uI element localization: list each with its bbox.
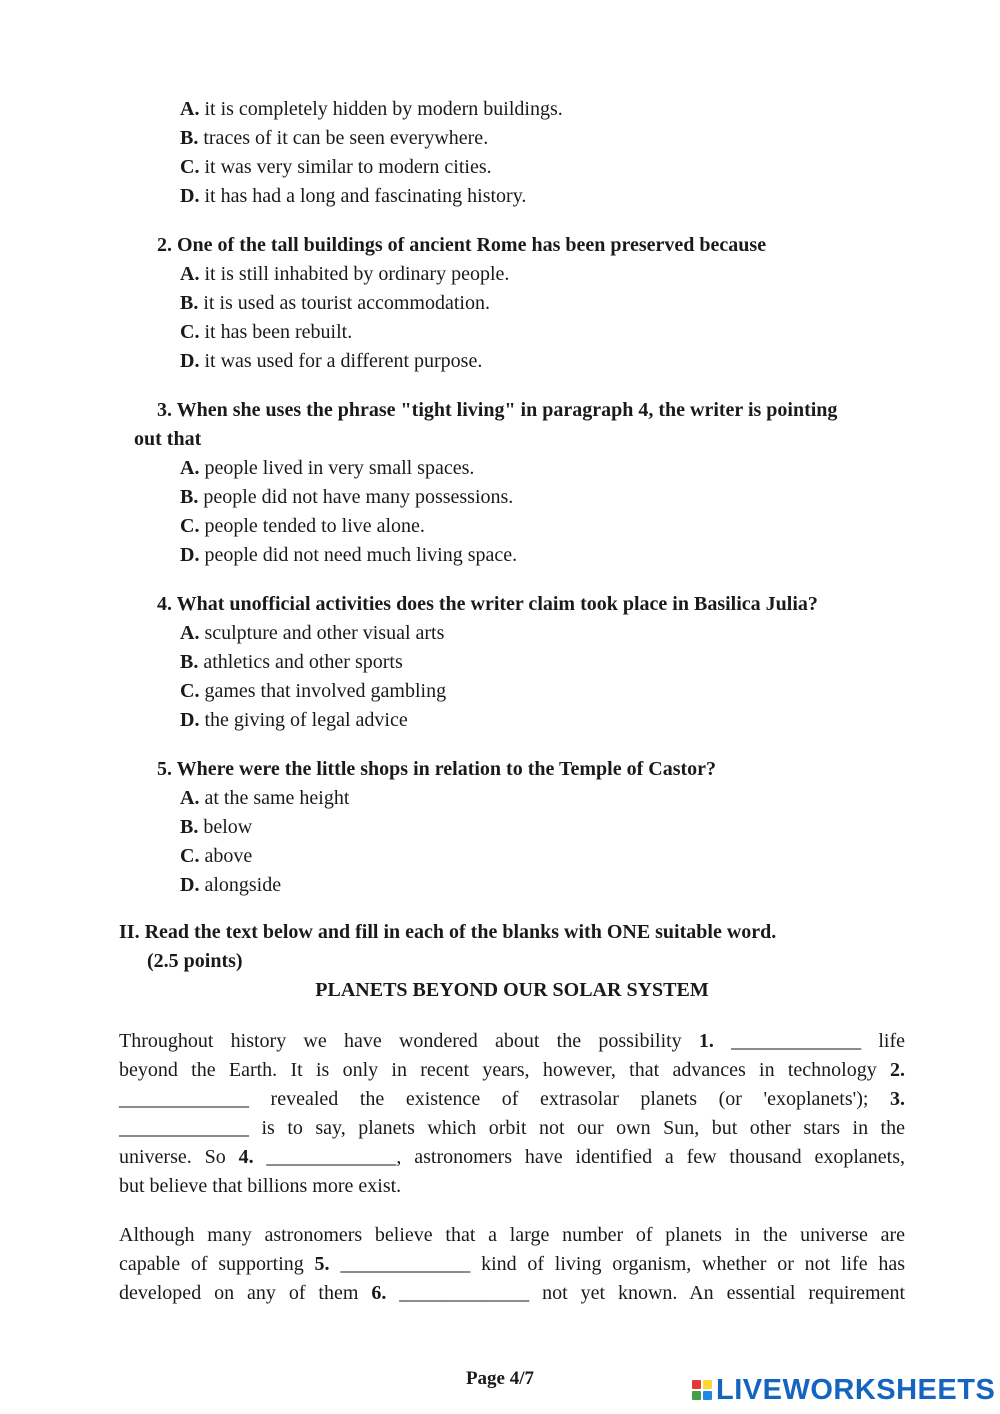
para1-line2: beyond the Earth. It is only in recent years, however, that advances in technology 2. xyxy=(119,1059,905,1081)
blank-3[interactable]: _____________ xyxy=(119,1117,249,1139)
q2-option-d: D. it was used for a different purpose. xyxy=(180,350,483,372)
q4-option-d: D. the giving of legal advice xyxy=(180,709,408,731)
section2-heading-line2: (2.5 points) xyxy=(147,950,243,972)
q5-option-d: D. alongside xyxy=(180,874,282,896)
q2-option-c: C. it has been rebuilt. xyxy=(180,321,353,343)
logo-text: LIVEWORKSHEETS xyxy=(716,1373,996,1406)
blank-5[interactable]: _____________ xyxy=(340,1253,471,1275)
blank-1[interactable]: _____________ xyxy=(731,1030,862,1052)
q3-stem-line2: out that xyxy=(134,428,202,450)
q5-option-b: B. below xyxy=(180,816,253,838)
liveworksheets-logo[interactable] xyxy=(692,1374,995,1406)
blank-6[interactable]: _____________ xyxy=(399,1282,530,1304)
para1-line6: but believe that billions more exist. xyxy=(119,1175,402,1197)
q5-stem: 5. Where were the little shops in relation to the Temple of Castor? xyxy=(157,758,717,780)
logo-square-red xyxy=(692,1380,701,1389)
q2-option-a: A. it is still inhabited by ordinary people. xyxy=(180,263,510,285)
logo-grid-icon xyxy=(692,1380,712,1400)
blank-2[interactable]: _____________ xyxy=(119,1088,249,1110)
q1-option-c: C. it was very similar to modern cities. xyxy=(180,156,492,178)
section2-heading-line1: II. Read the text below and fill in each of the blanks with ONE suitable word. xyxy=(119,921,777,943)
q1-option-d: D. it has had a long and fascinating history. xyxy=(180,185,527,207)
para2-line1: Although many astronomers believe that a large number of planets in the universe are xyxy=(119,1224,905,1246)
q4-stem: 4. What unofficial activities does the writer claim took place in Basilica Julia? xyxy=(157,593,818,615)
q1-option-a: A. it is completely hidden by modern buildings. xyxy=(180,98,563,120)
q2-option-b: B. it is used as tourist accommodation. xyxy=(180,292,490,314)
q2-stem: 2. One of the tall buildings of ancient Rome has been preserved because xyxy=(157,234,767,256)
logo-square-yellow xyxy=(703,1380,712,1389)
q3-option-d: D. people did not need much living space. xyxy=(180,544,518,566)
para1-line3: _____________ revealed the existence of extrasolar planets (or 'exoplanets'); 3. xyxy=(119,1088,905,1110)
logo-square-blue xyxy=(703,1391,712,1400)
passage-title: PLANETS BEYOND OUR SOLAR SYSTEM xyxy=(315,979,709,1001)
q4-option-a: A. sculpture and other visual arts xyxy=(180,622,445,644)
logo-square-green xyxy=(692,1391,701,1400)
para1-line5: universe. So 4. _____________, astronomers have identified a few thousand exoplanets, xyxy=(119,1146,906,1168)
para2-line2: capable of supporting 5. _____________ kind of living organism, whether or not life has xyxy=(119,1253,906,1275)
para1-line1: Throughout history we have wondered about the possibility 1. _____________ life xyxy=(119,1030,906,1052)
blank-4[interactable]: _____________ xyxy=(266,1146,397,1168)
q3-stem-line1: 3. When she uses the phrase "tight living" in paragraph 4, the writer is pointing xyxy=(157,399,838,421)
page-number: Page 4/7 xyxy=(465,1368,535,1389)
para2-line3: developed on any of them 6. _____________ not yet known. An essential requirement xyxy=(119,1282,906,1304)
q3-option-a: A. people lived in very small spaces. xyxy=(180,457,475,479)
q4-option-c: C. games that involved gambling xyxy=(180,680,447,702)
q1-option-b: B. traces of it can be seen everywhere. xyxy=(180,127,489,149)
q5-option-a: A. at the same height xyxy=(180,787,350,809)
q5-option-c: C. above xyxy=(180,845,253,867)
q4-option-b: B. athletics and other sports xyxy=(180,651,403,673)
q3-option-c: C. people tended to live alone. xyxy=(180,515,425,537)
q3-option-b: B. people did not have many possessions. xyxy=(180,486,514,508)
para1-line4: _____________ is to say, planets which orbit not our own Sun, but other stars in the xyxy=(119,1117,905,1139)
